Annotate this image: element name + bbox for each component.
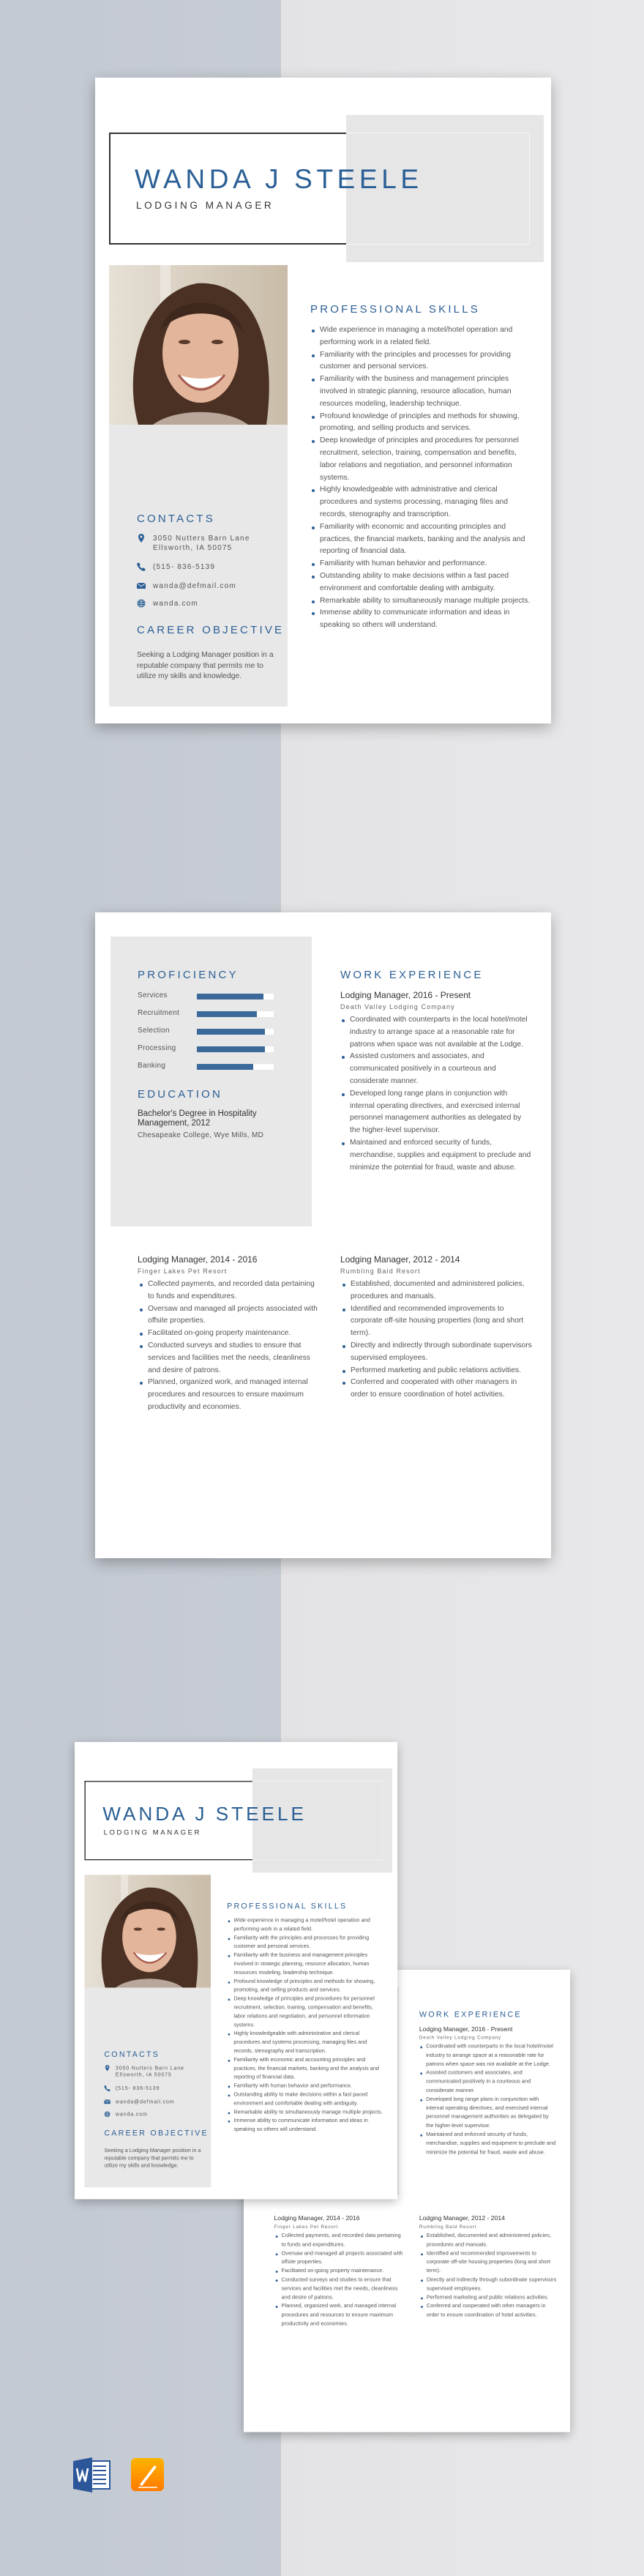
skill-item: Wide experience in managing a motel/hotel operation and performing work in a related field. — [228, 1917, 383, 1935]
job-bullet: Conferred and cooperated with other managers in order to ensure coordination of hotel activities. — [342, 1377, 533, 1401]
skill-item: Outstanding ability to make decisions within a fast paced environment and comfortable dealing with ambiguity. — [228, 2091, 383, 2108]
phone-number: (515- 836-5139 — [153, 563, 216, 571]
sidebar — [84, 1988, 211, 2188]
work-experience-heading: WORK EXPERIENCE — [340, 969, 484, 981]
contacts-heading: CONTACTS — [104, 2050, 160, 2059]
job-bullet: Directly and indirectly through subordinate supervisors supervised employees. — [420, 2276, 558, 2293]
proficiency-row — [138, 992, 291, 1001]
skills-list — [228, 1917, 383, 2134]
address-line-1: 3050 Nutters Barn Lane — [115, 2065, 184, 2071]
proficiency-bar-fill — [197, 994, 263, 999]
proficiency-row — [138, 1062, 291, 1071]
proficiency-bar — [197, 1064, 274, 1070]
envelope-icon — [104, 2099, 110, 2104]
contact-email — [104, 2099, 174, 2105]
address-line-2: Ellsworth, IA 50075 — [115, 2071, 172, 2078]
skill-item: Familiarity with the principles and processes for providing customer and personal services. — [228, 1934, 383, 1951]
proficiency-bar-fill — [197, 1029, 265, 1035]
job-bullet: Planned, organized work, and managed internal procedures and resources to ensure maximum productivity and economies. — [275, 2302, 406, 2329]
preview-page-1 — [75, 1742, 397, 2199]
job-company: Finger Lakes Pet Resort — [138, 1267, 228, 1275]
skill-item: Immense ability to communicate information and ideas in speaking so others will understand. — [311, 607, 531, 632]
job-bullet: Oversaw and managed all projects associated with offsite properties. — [139, 1303, 322, 1328]
job-bullet: Conferred and cooperated with other managers in order to ensure coordination of hotel activities. — [420, 2302, 558, 2320]
skill-item: Deep knowledge of principles and procedures for personnel recruitment, selection, training, compensation and benefits, labor relations and negotiation, and personnel information systems. — [228, 1995, 383, 2030]
job-title: Lodging Manager, 2014 - 2016 — [274, 2214, 360, 2222]
phone-number: (515- 836-5139 — [115, 2085, 160, 2092]
proficiency-row — [138, 1010, 291, 1019]
proficiency-bar-fill — [197, 1046, 265, 1052]
skill-item: Wide experience in managing a motel/hotel operation and performing work in a related field. — [311, 324, 531, 349]
job-title: Lodging Manager, 2014 - 2016 — [138, 1254, 258, 1265]
candidate-name: WANDA J STEELE — [135, 164, 423, 194]
job-company: Rumbling Bald Resort — [340, 1267, 421, 1275]
career-objective-text: Seeking a Lodging Manager position in a reputable company that permits me to utilize my skills and knowledge. — [137, 651, 274, 680]
job-bullet: Assisted customers and associates, and communicated positively in a courteous and considerate manner. — [420, 2069, 558, 2096]
email-address[interactable]: wanda@defmail.com — [153, 582, 236, 590]
job-bullet: Conducted surveys and studies to ensure that services and facilities met the needs, cleanliness and desire of patrons. — [139, 1340, 322, 1377]
job-bullet: Collected payments, and recorded data pertaining to funds and expenditures. — [275, 2232, 406, 2249]
career-objective-heading: CAREER OBJECTIVE — [137, 624, 285, 636]
skill-item: Familiarity with human behavior and performance. — [311, 558, 531, 570]
skill-item: Familiarity with the business and management principles involved in strategic planning, resource allocation, human resources modeling, leadership technique. — [311, 373, 531, 410]
email-address[interactable]: wanda@defmail.com — [115, 2099, 175, 2105]
envelope-icon — [137, 581, 146, 590]
job-bullet: Developed long range plans in conjunction with internal operating directives, and exercised internal personnel management authorities as delegated by the higher-level supervisor. — [341, 1088, 533, 1137]
phone-icon — [104, 2085, 110, 2091]
contact-website — [104, 2111, 147, 2118]
skill-item: Familiarity with economic and accounting principles and practices, the financial markets, banking and the analysis and reporting of financial data. — [228, 2056, 383, 2082]
skill-item: Deep knowledge of principles and procedures for personnel recruitment, selection, training, compensation and benefits, labor relations and negotiation, and personnel information systems. — [311, 435, 531, 484]
job-title: Lodging Manager, 2012 - 2014 — [340, 1254, 460, 1265]
job-title: Lodging Manager, 2016 - Present — [340, 990, 471, 1000]
job-bullet: Identified and recommended improvements to corporate off-site housing properties (long and short term). — [420, 2249, 558, 2276]
resume-page-1 — [75, 1742, 397, 2199]
sidebar — [109, 425, 288, 707]
proficiency-row — [138, 1045, 291, 1054]
globe-icon — [104, 2111, 110, 2117]
job-company: Death Valley Lodging Company — [340, 1003, 455, 1010]
proficiency-bar-fill — [197, 1064, 253, 1070]
contact-website — [137, 599, 198, 608]
skill-item: Immense ability to communicate information and ideas in speaking so others will understand. — [228, 2117, 383, 2134]
proficiency-label: Processing — [138, 1044, 176, 1052]
skill-item: Highly knowledgeable with administrative and clerical procedures and systems processing, managing files and records, stenography and transcription. — [311, 484, 531, 521]
job-bullet: Planned, organized work, and managed internal procedures and resources to ensure maximum productivity and economies. — [139, 1377, 322, 1413]
job-title: LODGING MANAGER — [103, 1828, 201, 1836]
skill-item: Familiarity with the business and management principles involved in strategic planning, resource allocation, human resources modeling, leadership technique. — [228, 1951, 383, 1978]
job-bullet: Facilitated on-going property maintenance. — [275, 2267, 406, 2276]
job-bullets — [342, 1278, 533, 1401]
profile-photo — [109, 265, 288, 425]
work-experience-heading: WORK EXPERIENCE — [419, 2010, 522, 2020]
skill-item: Familiarity with economic and accounting principles and practices, the financial markets, banking and the analysis and reporting of financial data. — [311, 521, 531, 558]
skills-heading: PROFESSIONAL SKILLS — [310, 303, 480, 316]
address-line-2: Ellsworth, IA 50075 — [153, 544, 233, 552]
job-bullets — [139, 1278, 322, 1414]
school: Chesapeake College, Wye Mills, MD — [138, 1131, 264, 1139]
proficiency-panel — [111, 937, 312, 1226]
job-bullets — [341, 1014, 533, 1174]
skills-list — [311, 324, 531, 632]
job-title: Lodging Manager, 2016 - Present — [419, 2025, 513, 2033]
job-bullet: Coordinated with counterparts in the local hotel/motel industry to arrange space at a reasonable rate for patrons when space was not available at the Lodge. — [341, 1014, 533, 1051]
skill-item: Outstanding ability to make decisions within a fast paced environment and comfortable dealing with ambiguity. — [311, 570, 531, 595]
job-title: LODGING MANAGER — [136, 200, 274, 211]
job-bullet: Developed long range plans in conjunction with internal operating directives, and exercised internal personnel management authorities as delegated by the higher-level supervisor. — [420, 2096, 558, 2131]
job-company: Death Valley Lodging Company — [419, 2034, 502, 2040]
website-link[interactable]: wanda.com — [115, 2111, 148, 2118]
skill-item: Familiarity with human behavior and performance. — [228, 2082, 383, 2091]
skill-item: Profound knowledge of principles and methods for showing, promoting, and selling products and services. — [228, 1978, 383, 1995]
proficiency-heading: PROFICIENCY — [138, 969, 239, 981]
address-line-1: 3050 Nutters Barn Lane — [153, 535, 250, 543]
contacts-heading: CONTACTS — [137, 513, 215, 525]
job-bullet: Assisted customers and associates, and communicated positively in a courteous and considerate manner. — [341, 1051, 533, 1087]
proficiency-bar — [197, 1011, 274, 1017]
pages-icon[interactable] — [131, 2458, 164, 2491]
education-heading: EDUCATION — [138, 1088, 223, 1101]
job-bullet: Directly and indirectly through subordinate supervisors supervised employees. — [342, 1340, 533, 1365]
job-bullets — [420, 2232, 558, 2320]
job-bullet: Performed marketing and public relations activities. — [342, 1365, 533, 1377]
location-pin-icon — [104, 2065, 110, 2071]
skill-item: Profound knowledge of principles and methods for showing, promoting, and selling products and services. — [311, 411, 531, 436]
degree: Bachelor's Degree in Hospitality Management, 2012 — [138, 1109, 257, 1128]
job-bullet: Facilitated on-going property maintenance. — [139, 1328, 322, 1340]
website-link[interactable]: wanda.com — [153, 600, 198, 608]
candidate-name: WANDA J STEELE — [102, 1803, 307, 1825]
skills-heading: PROFESSIONAL SKILLS — [227, 1902, 348, 1911]
contact-email — [137, 581, 236, 591]
earlier-jobs-row — [95, 1254, 551, 1411]
skill-item: Highly knowledgeable with administrative and clerical procedures and systems processing, managing files and records, stenography and transcription. — [228, 2030, 383, 2056]
career-objective-heading: CAREER OBJECTIVE — [104, 2129, 209, 2138]
contact-address — [104, 2065, 184, 2078]
proficiency-bar — [197, 1046, 274, 1052]
job-bullet: Collected payments, and recorded data pertaining to funds and expenditures. — [139, 1278, 322, 1303]
proficiency-bar-fill — [197, 1011, 257, 1017]
location-pin-icon — [137, 534, 146, 543]
skill-item: Familiarity with the principles and processes for providing customer and personal services. — [311, 349, 531, 374]
proficiency-bar — [197, 994, 274, 999]
job-company: Rumbling Bald Resort — [419, 2224, 477, 2230]
globe-icon — [137, 599, 146, 608]
contact-phone — [104, 2085, 160, 2092]
job-bullets — [275, 2232, 406, 2329]
job-bullet: Identified and recommended improvements to corporate off-site housing properties (long and short term). — [342, 1303, 533, 1340]
proficiency-row — [138, 1027, 291, 1036]
job-title: Lodging Manager, 2012 - 2014 — [419, 2214, 505, 2222]
proficiency-label: Selection — [138, 1027, 170, 1035]
job-bullet: Coordinated with counterparts in the local hotel/motel industry to arrange space at a reasonable rate for patrons when space was not available at the Lodge. — [420, 2043, 558, 2069]
proficiency-label: Services — [138, 991, 168, 999]
job-bullet: Oversaw and managed all projects associated with offsite properties. — [275, 2249, 406, 2267]
contact-phone — [137, 562, 215, 572]
contact-address — [137, 534, 250, 553]
proficiency-bar — [197, 1029, 274, 1035]
job-bullet: Maintained and enforced security of funds, merchandise, supplies and equipment to preclude and minimize the potential for fraud, waste and abuse. — [420, 2131, 558, 2157]
proficiency-label: Recruitment — [138, 1009, 180, 1017]
resume-page-1 — [95, 78, 551, 723]
job-bullet: Established, documented and administered policies, procedures and manuals. — [420, 2232, 558, 2249]
skill-item: Remarkable ability to simultaneously manage multiple projects. — [228, 2108, 383, 2117]
phone-icon — [137, 562, 146, 571]
job-bullet: Conducted surveys and studies to ensure that services and facilities met the needs, cleanliness and desire of patrons. — [275, 2276, 406, 2302]
resume-page-2 — [95, 912, 551, 1558]
job-company: Finger Lakes Pet Resort — [274, 2224, 339, 2230]
profile-photo — [84, 1875, 211, 1987]
skill-item: Remarkable ability to simultaneously manage multiple projects. — [311, 595, 531, 608]
earlier-jobs-row — [244, 2214, 570, 2327]
word-icon[interactable] — [73, 2457, 111, 2493]
job-bullet: Performed marketing and public relations activities. — [420, 2293, 558, 2302]
job-bullet: Maintained and enforced security of funds, merchandise, supplies and equipment to preclude and minimize the potential for fraud, waste and abuse. — [341, 1137, 533, 1174]
career-objective-text: Seeking a Lodging Manager position in a reputable company that permits me to utilize my skills and knowledge. — [104, 2148, 201, 2169]
proficiency-label: Banking — [138, 1062, 166, 1070]
job-bullets — [420, 2043, 558, 2157]
job-bullet: Established, documented and administered policies, procedures and manuals. — [342, 1278, 533, 1303]
